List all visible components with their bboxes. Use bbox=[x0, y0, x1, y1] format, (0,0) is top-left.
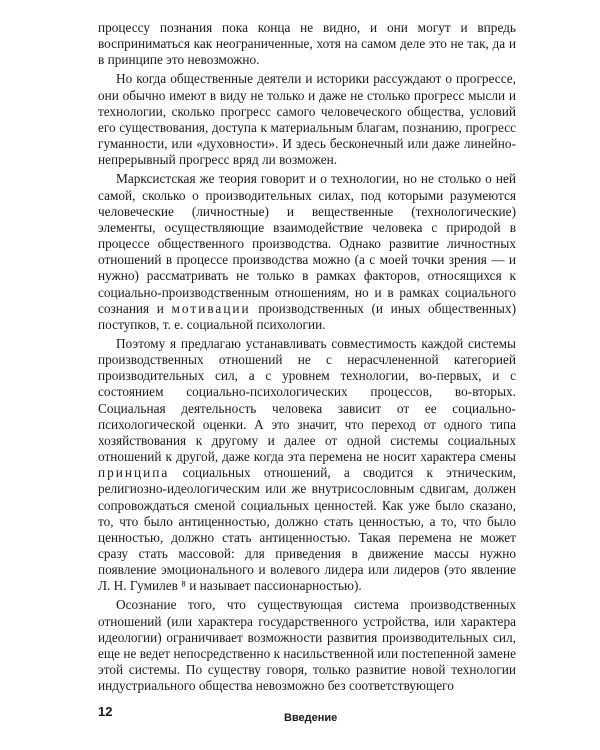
paragraph-3: Марксистская же теория говорит и о технологии, но не столько о ней самой, сколько о производительных силах, под которыми разумеются человеческие (личностные) и вещественные (технологические) элементы, осуществляющие взаимодействие человека с природой в процессе общественного производства. Однако развитие личностных отношений в процессе производства можно (а с моей точки зрения — и нужно) рассматривать не только в рамках факторов, относящихся к социально-производственным отношениям, но и в рамках социального сознания и мотивации производственных (и иных общественных) поступков, т. е. социальной психологии. bbox=[98, 171, 517, 332]
spaced-emphasis: принципа bbox=[98, 465, 170, 481]
text-body bbox=[98, 20, 516, 697]
paragraph-1: процессу познания пока конца не видно, и они могут и впредь восприниматься как неограниченные, хотя на самом деле это не так, да и в принципе это невозможно. bbox=[98, 20, 516, 68]
paragraph-4: Поэтому я предлагаю устанавливать совместимость каждой системы производственных отношений не с нерасчлененной категорией производительных сил, а с уровнем технологии, во-первых, и с состоянием социально-психологических процессов, во-вторых. Социальная деятельность человека зависит от ее социально-психологической оценки. А это значит, что переход от одного типа хозяйствования к другому и далее от одной системы социальных отношений к другой, даже когда эта перемена не носит характера смены принципа социальных отношений, а сводится к этническим, религиозно-идеологическим или же внутрисословным сдвигам, должен сопровождаться сменой социальных ценностей. Как уже было сказано, то, что было антиценностью, должно стать ценностью, а то, что было ценностью, должно стать антиценностью. Такая перемена не может сразу стать массовой: для приведения в движение массы нужно появление эмоционального и волевого лидера или лидеров (это явление Л. Н. Гумилев ⁸ и называет пассионарностью). bbox=[98, 335, 516, 594]
paragraph-2: Но когда общественные деятели и историки рассуждают о прогрессе, они обычно имеют в виду не только и даже не столько прогресс мысли и технологии, сколько прогресс самого человеческого общества, условий его существования, доступа к материальным благам, познанию, прогресс гуманности, или «духовности». И здесь бесконечный или даже линейно-непрерывный прогресс вряд ли возможен. bbox=[98, 71, 516, 168]
page-number: 12 bbox=[98, 704, 113, 719]
spaced-emphasis: мотивации bbox=[171, 300, 251, 316]
paragraph-5: Осознание того, что существующая система производственных отношений (или характера государственного устройства, или характера идеологии) ограничивает возможности развития производительных сил, еще не ведет непосредственно к насильственной или постепенной замене этой системы. По существу говоря, только развитие новой технологии индустриального общества невозможно без соответствующего bbox=[98, 597, 516, 694]
running-footer: Введение bbox=[284, 712, 338, 724]
